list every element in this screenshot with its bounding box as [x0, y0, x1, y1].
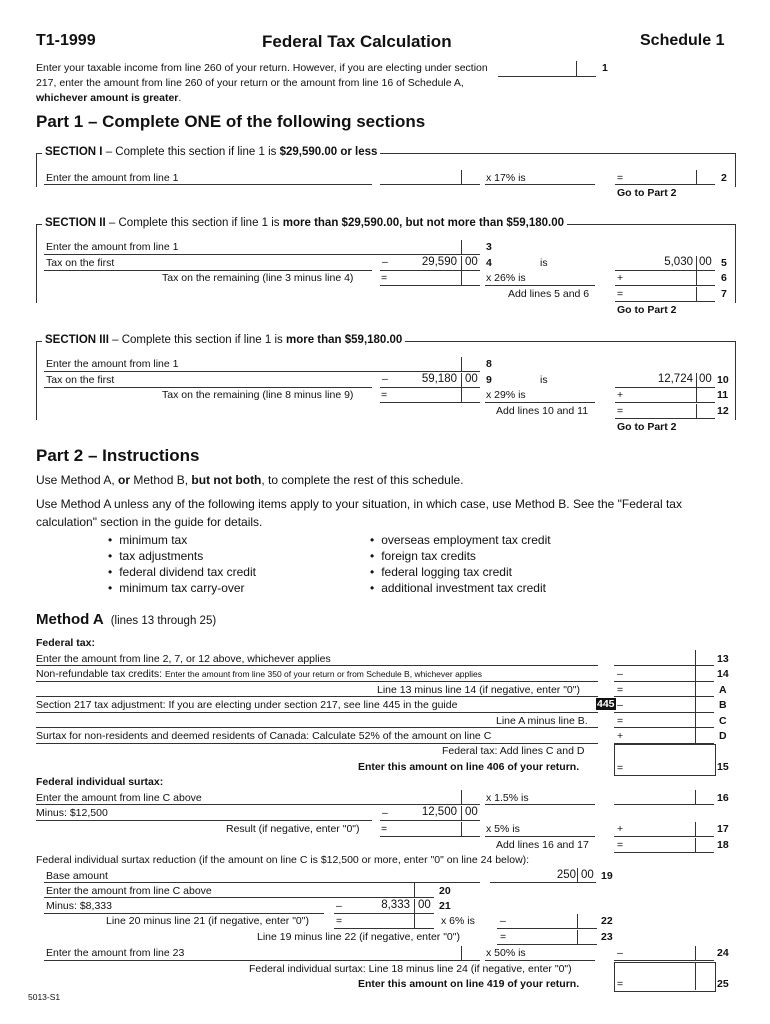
s3-minus: – [382, 373, 388, 385]
amount-8333: 8,333 [381, 899, 410, 911]
s2-remaining-field[interactable] [380, 285, 480, 286]
minus-12500-label: Minus: $12,500 [36, 807, 108, 819]
lineD-letter: D [719, 730, 727, 742]
part2-method-choice: Use Method A, or Method B, but not both, to complete the rest of this schedule. [36, 473, 464, 487]
s1-multiplier: x 17% is [486, 172, 526, 184]
s3-plus: + [617, 389, 624, 401]
line15-eq: = [617, 762, 624, 774]
s3-is: is [540, 374, 548, 386]
bullet-item: • federal dividend tax credit [108, 565, 256, 579]
s2-plus: + [617, 272, 624, 284]
line16-field[interactable] [614, 804, 714, 805]
bullet-item: • tax adjustments [108, 549, 203, 563]
s2-num4: 4 [486, 257, 492, 269]
line17-multiplier: x 5% is [486, 823, 520, 835]
s2-eq: = [381, 272, 388, 284]
line24-multiplier: x 50% is [486, 947, 526, 959]
s3-add-label: Add lines 10 and 11 [496, 405, 589, 417]
minus-12500-sign: – [382, 807, 388, 819]
s1-line-number: 2 [721, 172, 727, 184]
line22-number: 22 [601, 915, 613, 927]
s3-eq12: = [617, 405, 624, 417]
amount-12500-cents: 00 [465, 806, 478, 818]
line13-label: Enter the amount from line 2, 7, or 12 above, whichever applies [36, 653, 331, 665]
s3-line11-field[interactable] [615, 402, 715, 403]
part1-title: Part 1 – Complete ONE of the following sections [36, 112, 426, 131]
s2-num7: 7 [721, 288, 727, 300]
line25-box[interactable] [614, 962, 716, 992]
surtax-heading: Federal individual surtax: [36, 776, 164, 788]
line23-label: Line 19 minus line 22 (if negative, enter "0") [257, 931, 460, 943]
line18-field[interactable] [614, 852, 714, 853]
federal-tax-heading: Federal tax: [36, 637, 95, 649]
line17-result-label: Result (if negative, enter "0") [226, 823, 360, 835]
line21-number: 21 [439, 900, 451, 912]
s3-line9-label: Tax on the first [46, 374, 115, 386]
lineB-letter: B [719, 699, 727, 711]
line23-number: 23 [601, 931, 613, 943]
s3-num12: 12 [717, 405, 729, 417]
surtax-reduction-heading: Federal individual surtax reduction (if the amount on line C is $12,500 or more, enter "0" on line 24 below): [36, 854, 530, 866]
base-amount-cents: 00 [581, 869, 594, 881]
lineC-eq: = [617, 715, 624, 727]
lineA-letter: A [719, 684, 727, 696]
line15-label: Federal tax: Add lines C and D [442, 745, 585, 757]
s3-base-tax: 12,724 [657, 373, 693, 385]
s3-base-tax-cents: 00 [699, 373, 712, 385]
bullet-item: • minimum tax [108, 533, 187, 547]
form-id: T1-1999 [36, 32, 96, 49]
line17-field[interactable] [614, 836, 714, 837]
line22-label: Line 20 minus line 21 (if negative, enter "0") [106, 915, 309, 927]
s2-num6: 6 [721, 272, 727, 284]
section-3-heading: SECTION III – Complete this section if line 1 is more than $59,180.00 [42, 334, 405, 346]
line14-field[interactable] [614, 681, 714, 682]
line20-number: 20 [439, 885, 451, 897]
s2-goto: Go to Part 2 [617, 304, 677, 316]
s2-threshold: 29,590 [421, 256, 457, 268]
s3-remaining-label: Tax on the remaining (line 8 minus line 9) [162, 389, 354, 401]
bullet-item: • additional investment tax credit [370, 581, 546, 595]
amount-8333-cents: 00 [418, 899, 431, 911]
line17-result-field[interactable] [380, 836, 480, 837]
section-1-heading: SECTION I – Complete this section if line 1 is $29,590.00 or less [42, 146, 380, 158]
s2-minus: – [382, 256, 388, 268]
s3-num9: 9 [486, 374, 492, 386]
part2-method-instructions: Use Method A unless any of the following items apply to your situation, in which case, use Method B. See the "Federal tax calculation" section in the guide for details. [36, 497, 682, 529]
line20-label: Enter the amount from line C above [46, 885, 212, 897]
s3-multiplier: x 29% is [486, 389, 526, 401]
s1-line-label: Enter the amount from line 1 [46, 172, 179, 184]
schedule-label: Schedule 1 [640, 32, 725, 49]
line18-number: 18 [717, 839, 729, 851]
line25-number: 25 [717, 978, 729, 990]
lineC-field[interactable] [614, 727, 714, 728]
s3-num10: 10 [717, 374, 729, 386]
line445-code: 445 [597, 698, 615, 710]
bullet-item: • minimum tax carry-over [108, 581, 245, 595]
s2-remaining-label: Tax on the remaining (line 3 minus line 4) [162, 272, 354, 284]
lineC-label: Line A minus line B. [496, 715, 588, 727]
line25-eq: = [617, 978, 624, 990]
line22-input[interactable] [334, 928, 434, 929]
line23-eq: = [500, 931, 507, 943]
s1-amount-field[interactable] [380, 184, 480, 185]
s2-line6-field[interactable] [615, 285, 715, 286]
bullet-item: • overseas employment tax credit [370, 533, 551, 547]
s3-line12-field[interactable] [615, 418, 715, 419]
s2-is: is [540, 257, 548, 269]
s3-eq: = [381, 389, 388, 401]
lineA-field[interactable] [614, 696, 714, 697]
line16-number: 16 [717, 792, 729, 804]
line19-number: 19 [601, 870, 613, 882]
line23-field[interactable] [497, 944, 597, 945]
lineD-plus: + [617, 730, 624, 742]
s3-goto: Go to Part 2 [617, 421, 677, 433]
amount-12500: 12,500 [421, 806, 457, 818]
s2-line3-label: Enter the amount from line 1 [46, 241, 179, 253]
line25-instruction: Enter this amount on line 419 of your return. [358, 978, 580, 990]
lineB-label: Section 217 tax adjustment: If you are electing under section 217, see line 445 in the guide [36, 699, 458, 711]
s1-equals: = [617, 172, 624, 184]
section-2-heading: SECTION II – Complete this section if line 1 is more than $29,590.00, but not more than $59,180.00 [42, 217, 567, 229]
line22-minus: – [500, 915, 506, 927]
line15-box[interactable] [614, 744, 716, 776]
lineB-field[interactable] [614, 712, 714, 713]
bullet-item: • federal logging tax credit [370, 565, 512, 579]
line16-label: Enter the amount from line C above [36, 792, 202, 804]
line15-instruction: Enter this amount on line 406 of your return. [358, 761, 580, 773]
s2-threshold-cents: 00 [465, 256, 478, 268]
s3-line8-label: Enter the amount from line 1 [46, 358, 179, 370]
line14-number: 14 [717, 668, 729, 680]
line22-field[interactable] [497, 928, 597, 929]
s2-base-tax: 5,030 [664, 256, 693, 268]
s1-result-field[interactable] [615, 184, 715, 185]
lineB-minus: – [617, 699, 623, 711]
line22-eq: = [336, 915, 343, 927]
s3-remaining-field[interactable] [380, 402, 480, 403]
line18-label: Add lines 16 and 17 [496, 839, 589, 851]
s3-num11: 11 [717, 389, 729, 401]
line24-number: 24 [717, 947, 729, 959]
line13-field[interactable] [614, 665, 714, 666]
method-a-heading: Method A (lines 13 through 25) [36, 611, 217, 628]
s3-threshold-cents: 00 [465, 373, 478, 385]
part2-title: Part 2 – Instructions [36, 446, 200, 465]
lineA-label: Line 13 minus line 14 (if negative, enter "0") [377, 684, 580, 696]
line24-minus: – [617, 947, 623, 959]
s1-goto: Go to Part 2 [617, 187, 677, 199]
line17-plus: + [617, 823, 624, 835]
s2-add-label: Add lines 5 and 6 [508, 288, 590, 300]
line17-eq: = [381, 823, 388, 835]
lineD-label: Surtax for non-residents and deemed residents of Canada: Calculate 52% of the amount on line C [36, 730, 492, 742]
s2-eq7: = [617, 288, 624, 300]
line16-multiplier: x 1.5% is [486, 792, 529, 804]
line25-label: Federal individual surtax: Line 18 minus line 24 (if negative, enter "0") [249, 963, 572, 975]
line24-label: Enter the amount from line 23 [46, 947, 185, 959]
s3-num8: 8 [486, 358, 492, 370]
lineC-letter: C [719, 715, 727, 727]
line22-multiplier: x 6% is [441, 915, 475, 927]
line13-number: 13 [717, 653, 729, 665]
s2-num5: 5 [721, 257, 727, 269]
page-title: Federal Tax Calculation [262, 32, 452, 51]
s2-line4-label: Tax on the first [46, 257, 115, 269]
line18-eq: = [617, 839, 624, 851]
line21-minus: – [336, 900, 342, 912]
bullet-item: • foreign tax credits [370, 549, 476, 563]
line24-field[interactable] [614, 960, 714, 961]
lineA-eq: = [617, 684, 624, 696]
form-code: 5013-S1 [28, 992, 61, 1002]
base-amount: 250 [556, 869, 576, 881]
s2-base-tax-cents: 00 [699, 256, 712, 268]
s2-line7-field[interactable] [615, 301, 715, 302]
line14-minus: – [617, 668, 623, 680]
line14-label: Non-refundable tax credits: Enter the amount from line 350 of your return or from Schedule B, whichever applies [36, 668, 483, 680]
line21-label: Minus: $8,333 [46, 900, 112, 912]
base-amount-label: Base amount [46, 870, 108, 882]
line1-number: 1 [602, 62, 608, 74]
line1-field[interactable] [498, 61, 596, 77]
s3-threshold: 59,180 [421, 373, 457, 385]
line15-number: 15 [717, 761, 729, 773]
line17-number: 17 [717, 823, 729, 835]
line1-text: Enter your taxable income from line 260 of your return. However, if you are electing under section 217, enter the amount from line 260 of your return or the amount from line 16 of Schedule A, whichever amount is greater. [36, 62, 488, 104]
s2-num3: 3 [486, 241, 492, 253]
s2-multiplier: x 26% is [486, 272, 526, 284]
